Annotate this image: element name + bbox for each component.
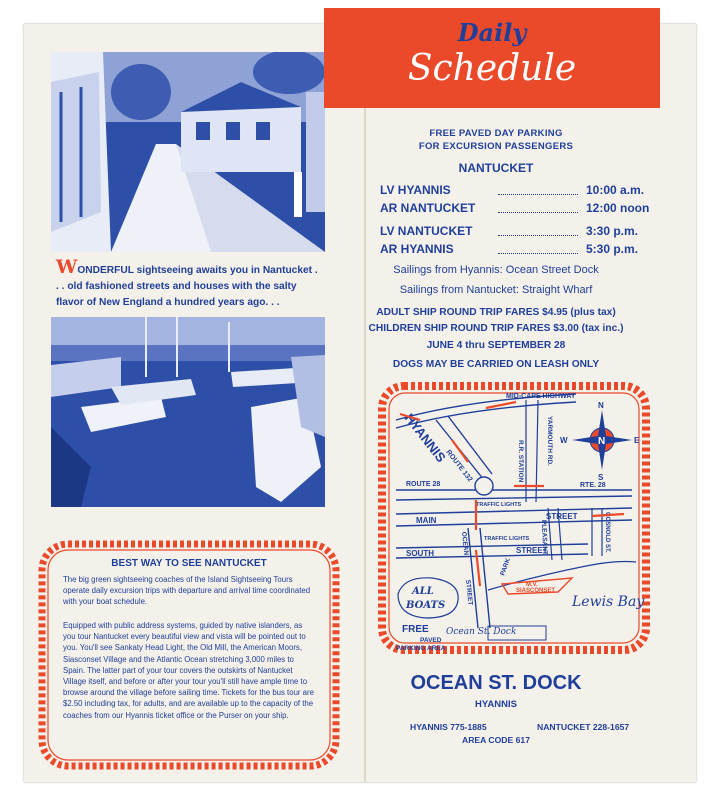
- phone-nantucket: NANTUCKET 228-1657: [537, 722, 630, 732]
- schedule-row: [380, 201, 652, 217]
- sailing-nantucket: Sailings from Nantucket: Straight Wharf: [399, 284, 593, 296]
- schedule-banner: [324, 8, 660, 108]
- label-mv: M.V.: [526, 582, 538, 588]
- label-boats: BOATS: [406, 600, 446, 611]
- dot-leader: [498, 228, 578, 236]
- label-route-28: ROUTE 28: [406, 481, 441, 488]
- label-ocean-st-dock: Ocean St. Dock: [446, 627, 517, 637]
- caption-dropcap: W: [56, 256, 78, 278]
- schedule-row: [380, 224, 652, 240]
- photo-caption: [56, 256, 320, 311]
- adult-fare: ADULT SHIP ROUND TRIP FARES $4.95 (plus tax): [376, 307, 616, 318]
- schedule-time: 10:00 a.m.: [586, 183, 645, 197]
- tour-paragraph-1: The big green sightseeing coaches of the Island Sightseeing Tours operate daily excursion trips with departure and arrival time coordinated with your boat schedule.: [63, 575, 311, 607]
- label-siasconset: SIASCONSET: [516, 588, 556, 594]
- label-main-street: STREET: [546, 512, 578, 521]
- label-hyannis: HYANNIS: [401, 410, 449, 466]
- schedule-time: 5:30 p.m.: [586, 242, 639, 256]
- schedule-location: AR HYANNIS: [380, 242, 454, 256]
- area-code: AREA CODE 617: [462, 735, 530, 745]
- children-fare: CHILDREN SHIP ROUND TRIP FARES $3.00 (tax inc.): [368, 323, 624, 334]
- dock-town: HYANNIS: [475, 699, 517, 710]
- parking-line-2: FOR EXCURSION PASSENGERS: [418, 141, 574, 152]
- label-traffic-lights-1: TRAFFIC LIGHTS: [476, 502, 522, 508]
- label-traffic-lights-2: TRAFFIC LIGHTS: [484, 536, 530, 542]
- label-route-132: ROUTE 132: [444, 448, 474, 484]
- label-park: PARK: [499, 557, 513, 577]
- tour-paragraph-2: Equipped with public address systems, guided by native islanders, as you tour Nantucket every beautiful view and vista will be pointed out to you. You'll see Sankaty Head Light, the Old Mill, the American Moors, Siasconset Village and the Atlantic Ocean stretching 3,000 miles to Spain. The latter part of your tour covers the outskirts of Nantucket Village itself, and before or after your tour you'll still have ample time to browse around the village before sailing time. Tickets for the bus tour are $2.50 including tax, for adults, and are available up to the capacity of the coaches from our Hyannis ticket office or the Purser on your ship.: [63, 621, 314, 720]
- label-main: MAIN: [416, 516, 437, 525]
- compass-e: E: [634, 436, 640, 445]
- banner-daily: Daily: [457, 18, 527, 47]
- compass-s: S: [598, 473, 604, 482]
- label-rte-28: RTE. 28: [580, 482, 606, 489]
- dot-leader: [498, 205, 578, 213]
- label-gosnold: GOSNOLD ST.: [604, 512, 610, 553]
- label-mid-cape: MID-CAPE HIGHWAY: [506, 393, 576, 400]
- schedule-location: LV HYANNIS: [380, 183, 451, 197]
- dock-title: OCEAN ST. DOCK: [410, 672, 582, 694]
- label-south-street: STREET: [516, 546, 548, 555]
- sailing-hyannis: Sailings from Hyannis: Ocean Street Dock: [393, 264, 599, 276]
- label-lewis-bay: Lewis Bay: [572, 594, 645, 610]
- phone-hyannis: HYANNIS 775-1885: [410, 722, 487, 732]
- label-south: SOUTH: [406, 549, 434, 558]
- label-rr-station: R.R. STATION: [517, 440, 524, 483]
- compass-n: N: [598, 401, 604, 410]
- season-dates: JUNE 4 thru SEPTEMBER 28: [426, 340, 566, 351]
- label-ocean-street: STREET: [464, 579, 474, 606]
- schedule-time: 3:30 p.m.: [586, 224, 639, 238]
- schedule-row: [380, 242, 652, 258]
- dog-policy: DOGS MAY BE CARRIED ON LEASH ONLY: [392, 359, 600, 370]
- tour-title: BEST WAY TO SEE NANTUCKET: [111, 558, 267, 569]
- label-ocean: OCEAN: [460, 531, 470, 556]
- destination-heading: NANTUCKET: [458, 161, 534, 175]
- directions-map: [376, 380, 666, 664]
- label-pleasant: PLEASANT: [540, 519, 549, 556]
- schedule-location: AR NANTUCKET: [380, 201, 476, 215]
- label-yarmouth: YARMOUTH RD.: [546, 416, 553, 466]
- label-paved: PAVED: [420, 637, 442, 644]
- label-free: FREE: [402, 624, 429, 635]
- banner-schedule: Schedule: [407, 48, 577, 89]
- compass-center-letter: N: [598, 436, 606, 447]
- caption-text: ONDERFUL sightseeing awaits you in Nantucket . . . old fashioned streets and houses with the salty flavor of New England a hundred years ago. . .: [56, 265, 318, 308]
- harbor-photo: [51, 317, 325, 507]
- compass-rose-icon: [560, 401, 640, 482]
- label-all: ALL: [412, 586, 434, 597]
- schedule-row: [380, 183, 652, 199]
- street-photo: [51, 52, 325, 252]
- parking-line-1: FREE PAVED DAY PARKING: [429, 128, 563, 139]
- dot-leader: [498, 187, 578, 195]
- label-parking-area: PARKING AREA: [396, 645, 446, 652]
- compass-w: W: [560, 436, 568, 445]
- dot-leader: [498, 246, 578, 254]
- schedule-location: LV NANTUCKET: [380, 224, 473, 238]
- schedule-time: 12:00 noon: [586, 201, 650, 215]
